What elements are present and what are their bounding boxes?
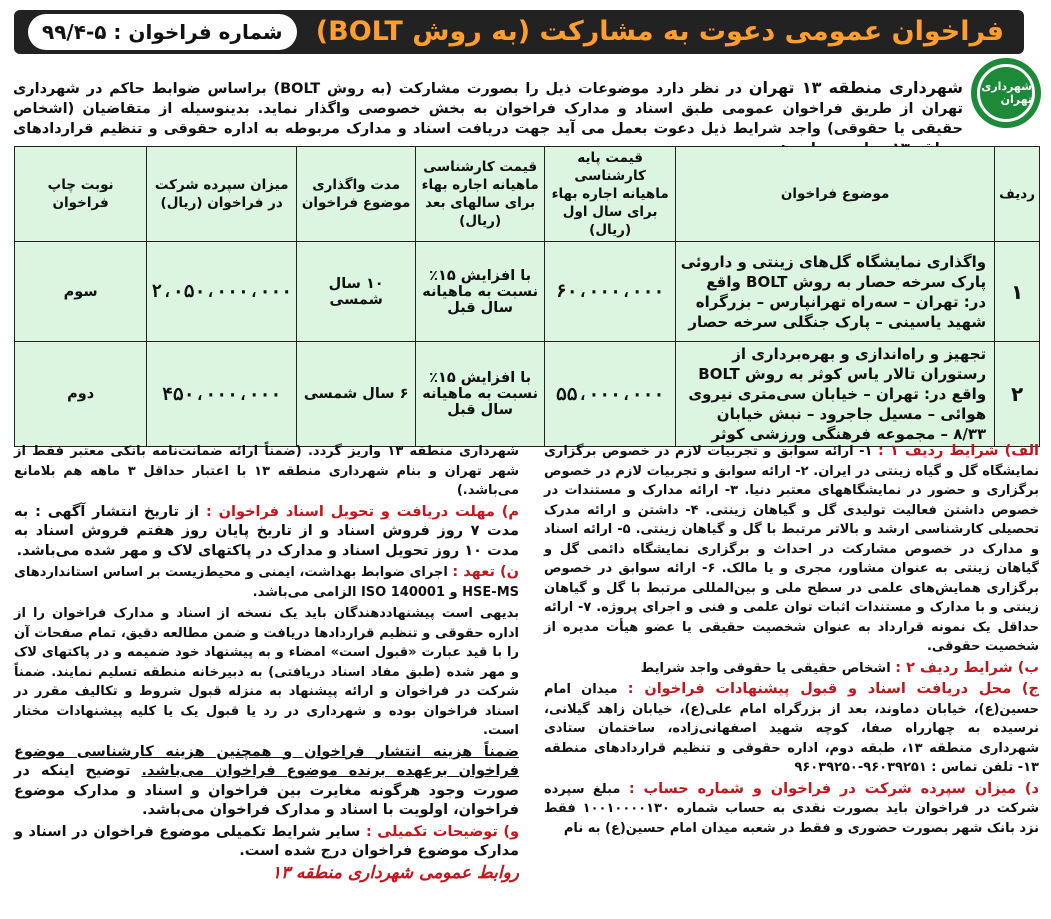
section-m-label: م) مهلت دریافت و تحویل اسناد فراخوان : [206,503,519,520]
row-later-price: با افزایش ۱۵٪ نسبت به ماهیانه سال قبل [416,342,545,447]
section-n-text: اجرای ضوابط بهداشت، ایمنی و محیط‌زیست بر اساس استانداردهای HSE-MS و ISO 140001 الزامی می‌باشد. [14,565,519,600]
section-b-label: ب) شرایط ردیف ۲ : [895,659,1039,676]
logo-text: شهرداری تهران [977,64,1035,122]
section-c [544,680,1039,778]
table-row [15,342,1040,447]
section-v-label: و) توضیحات تکمیلی : [365,823,519,840]
notice-number: شماره فراخوان : ۵-۹۹/۴ [28,14,297,50]
section-d [544,780,1039,839]
row-deposit: ۴۵۰،۰۰۰،۰۰۰ [147,342,297,447]
header-deposit: میزان سپرده شرکت در فراخوان (ریال) [147,147,297,242]
section-b-text: اشخاص حقیقی یا حقوقی واجد شرایط [640,660,891,676]
notice-title: فراخوان عمومی دعوت به مشارکت (به روش BOLT) [315,16,1004,47]
header-subject: موضوع فراخوان [676,147,995,242]
municipality-logo [971,58,1041,128]
header-later-price: قیمت کارشناسی ماهیانه اجاره بهاء برای سالهای بعد (ریال) [416,147,545,242]
section-d-label: د) میزان سپرده شرکت در فراخوان و شماره حساب : [628,780,1039,797]
section-a [544,442,1039,657]
row-print: دوم [15,342,147,447]
row-duration: ۶ سال شمسی [297,342,416,447]
table-row [15,242,1040,342]
section-n [14,563,519,602]
row-number: ۱ [995,242,1040,342]
header-print: نوبت چاپ فراخوان [15,147,147,242]
section-v-text: سایر شرایط تکمیلی موضوع فراخوان در اسناد و مدارک موضوع فراخوان درج شده است. [14,823,519,859]
section-n-label: ن) تعهد : [452,564,520,580]
cost-text: ضمناً هزینه انتشار فراخوان و همچنین هزینه کارشناسی موضوع فراخوان برعهده برنده موضوع فراخوان می‌باشد. [14,743,519,779]
row-duration: ۱۰ سال شمسی [297,242,416,342]
row-base-price: ۵۵،۰۰۰،۰۰۰ [545,342,676,447]
row-number: ۲ [995,342,1040,447]
conditions-right-column [544,442,1039,840]
section-c-text: میدان امام حسین(ع)، خیابان دماوند، بعد از بزرگراه امام علی(ع)، خیابان زاهد گیلانی، نرسیده به چهارراه صفا، کوچه شهید اصفهانی‌زاده، ساختمان ستادی شهرداری منطقه ۱۳، طبقه دوم، اداره حقوقی و تنظیم قراردادهای منطقه ۱۳- تلفن تماس : ۹۶۰۳۹۲۵۱-۹۶۰۳۹۲۵۰ [544,682,1039,775]
row-deposit: ۲،۰۵۰،۰۰۰،۰۰۰ [147,242,297,342]
header-duration: مدت واگذاری موضوع فراخوان [297,147,416,242]
public-relations-signature: روابط عمومی شهرداری منطقه ۱۳ [271,862,519,883]
conditions-left-column [14,442,519,883]
row-print: سوم [15,242,147,342]
row-subject: تجهیز و راه‌اندازی و بهره‌برداری از رستوران تالار یاس کوثر به روش BOLT واقع در: تهران – خیابان سی‌متری نیروی هوائی – مسیل جاجرود – نبش خیابان ۸/۳۳ – مجموعه فرهنگی ورزشی کوثر [676,342,995,447]
table-header-row [15,147,1040,242]
section-c-label: ج) محل دریافت اسناد و قبول پیشنهادات فراخوان : [627,681,1039,697]
tender-items-table [14,146,1040,447]
section-v [14,823,519,862]
general-terms: بدیهی است پیشنهاددهندگان باید یک نسخه از اسناد و مدارک فراخوان را از اداره حقوقی و تنظیم قراردادها دریافت و ضمن مطالعه دقیق، تمام صفحات آن را با قید عبارت «قبول است» امضاء و به پیشنهاد خود ضمیمه و در پاکتهای لاک و مهر شده (طبق مفاد اسناد دریافتی) به دبیرخانه منطقه تسلیم نمایند. ضمناً شرکت در فراخوان و ارائه پیشنهاد به منزله قبول شروط و تکالیف مقرر در اسناد فراخوان بوده و شهرداری در رد یا قبول یک یا کلیه پیشنهادات مختار است. [14,606,519,738]
section-d-continued: شهرداری منطقه ۱۳ واریز گردد. (ضمناً ارائه ضمانت‌نامه بانکی معتبر فقط از شهر تهران و بنام شهرداری منطقه ۱۳ با اعتبار حداقل ۳ ماهه هم بلامانع می‌باشد.) [14,444,519,498]
header-base-price: قیمت پایه کارشناسی ماهیانه اجاره بهاء برای سال اول (ریال) [545,147,676,242]
intro-text: در نظر دارد موضوعات ذیل را بصورت مشارکت (به روش BOLT) براساس ضوابط حاکم در شهرداری تهران از طریق فراخوان عمومی طبق اسناد و مدارک فراخوان به بخش خصوصی واگذار نماید. بدینوسیله از متقاضیان (اشخاص حقیقی یا حقوقی) واجد شرایط ذیل دعوت بعمل می آید جهت دریافت اسناد و مدارک مربوطه به اداره حقوقی و تنظیم قراردادهای [13,81,963,137]
section-a-text: ۱- ارائه سوابق و تجربیات لازم در خصوص برگزاری نمایشگاه گل و گیاه زینتی در ایران. ۲- ارائه سوابق و تجربیات لازم در خصوص برگزاری و حضور در نمایشگاههای معتبر دنیا. ۳- ارائه مدارک و مستندات در خصوص داشتن فعالیت تولیدی گل و گیاهان زینتی. ۴- داشتن و ارائه مدرک تحصیلی کارشناسی ارشد و بالاتر مرتبط با گل و گیاهان زینتی. ۵- ارائه اسناد و مدارک در خصوص مشارکت در احداث و برگزاری نمایشگاه دائمی گل و گیاهان زینتی به عنوان مشاور، مجری و یا مالک. ۶- ارائه سوابق در خصوص برگزاری همایش‌های علمی در سطح ملی و بین‌المللی مرتبط با گل و گیاهان زینتی و با مدارک و مستندات اثبات توان علمی و فنی و اجرای پروژه. ۷- ارائه حداقل یک نمونه قرارداد به عنوان شخصیت حقیقی یا عضو هیأت مدیره از شخصیت حقوقی. [544,444,1039,654]
row-later-price: با افزایش ۱۵٪ نسبت به ماهیانه سال قبل [416,242,545,342]
header-row-number: ردیف [995,147,1040,242]
section-m [14,503,519,562]
section-a-label: الف) شرایط ردیف ۱ : [878,443,1039,459]
title-banner [14,10,1024,54]
municipality-name: شهرداری منطقه ۱۳ تهران [748,78,964,97]
row-base-price: ۶۰،۰۰۰،۰۰۰ [545,242,676,342]
section-d-text: مبلغ سپرده شرکت در فراخوان باید بصورت نقدی به حساب شماره ۱۰۰۱۰۰۰۰۱۳۰ فقط نزد بانک شهر بصورت حضوری و فقط در شعبه میدان امام حسین(ع) به نام [544,781,1039,836]
conflict-text: توضیح اینکه در صورت وجود هرگونه مغایرت بین فراخوان و اسناد و مدارک موضوع فراخوان، اولویت با اسناد و مدارک فراخوان می‌باشد. [14,763,519,818]
row-subject: واگذاری نمایشگاه گل‌های زینتی و داروئی پارک سرخه حصار به روش BOLT واقع در: تهران – سه‌راه تهرانپارس – بزرگراه شهید یاسینی – پارک جنگلی سرخه حصار [676,242,995,342]
cost-and-priority [14,743,519,821]
section-b [544,659,1039,679]
section-m-text: از تاریخ انتشار آگهی : به مدت ۷ روز فروش اسناد و از تاریخ پایان روز هفتم فروش اسناد به مدت ۱۰ روز تحویل اسناد و مدارک در پاکتهای لاک و مهر شده می‌باشد. [14,503,519,559]
